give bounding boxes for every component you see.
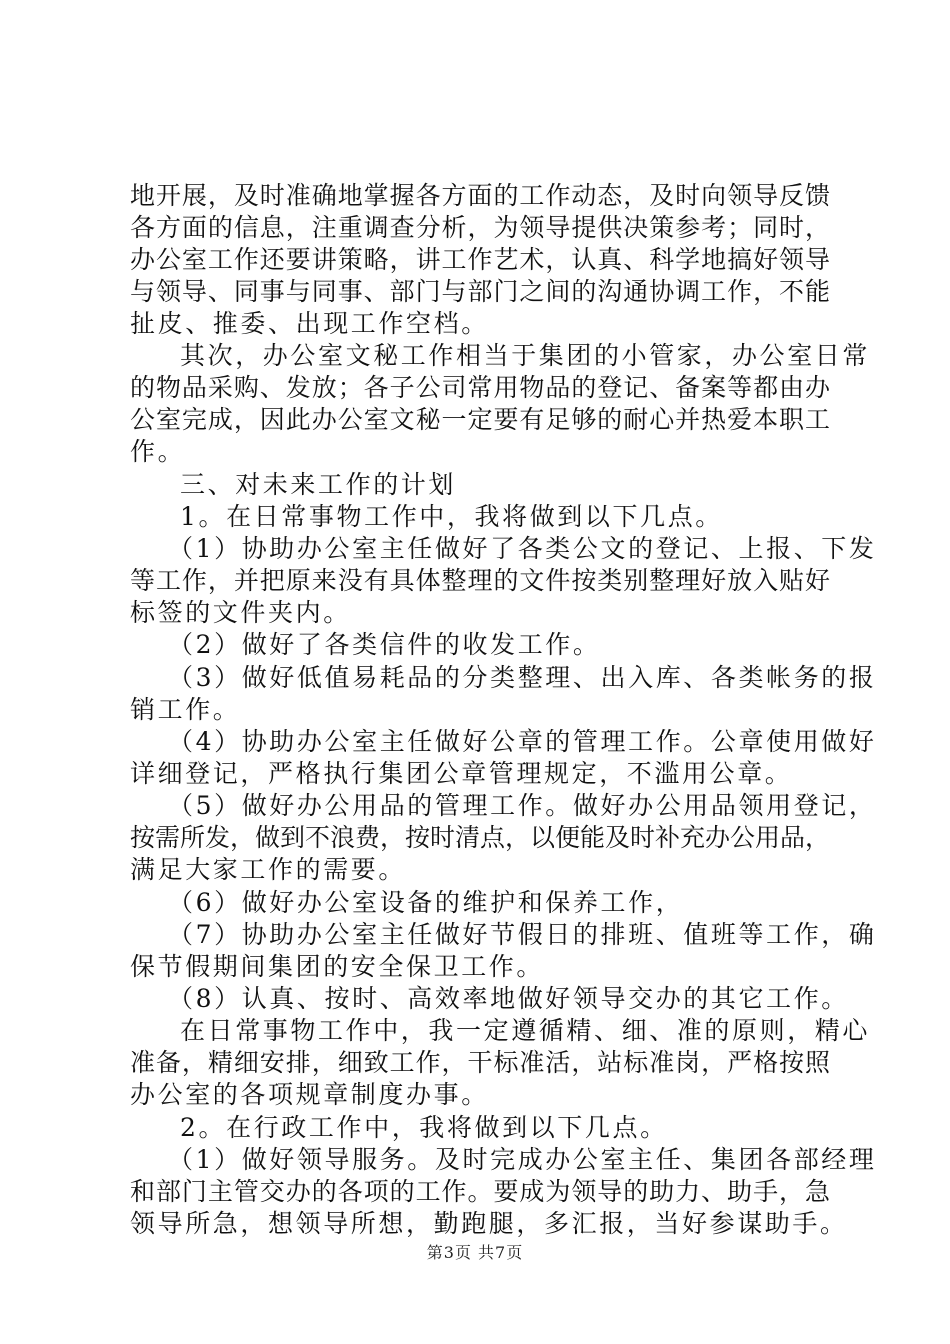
section-heading: 三、对未来工作的计划 — [180, 470, 457, 499]
text-line: 详细登记，严格执行集团公章管理规定，不滥用公章。 — [130, 759, 793, 788]
text-line: 的物品采购、发放；各子公司常用物品的登记、备案等都由办 — [130, 373, 830, 402]
list-item: （5）做好办公用品的管理工作。做好办公用品领用登记， — [168, 791, 877, 820]
list-item: （7）协助办公室主任做好节假日的排班、值班等工作，确 — [168, 920, 877, 949]
text-line: 地开展，及时准确地掌握各方面的工作动态，及时向领导反馈 — [130, 181, 830, 210]
text-line: 在日常事物工作中，我一定遵循精、细、准的原则，精心 — [180, 1016, 871, 1045]
text-line: 满足大家工作的需要。 — [130, 855, 407, 884]
text-line: 等工作，并把原来没有具体整理的文件按类别整理好放入贴好 — [130, 566, 830, 595]
list-item: （2）做好了各类信件的收发工作。 — [168, 630, 601, 659]
text-line: 其次，办公室文秘工作相当于集团的小管家，办公室日常 — [180, 341, 871, 370]
list-item: （1）做好领导服务。及时完成办公室主任、集团各部经理 — [168, 1145, 877, 1174]
text-line: 准备，精细安排，细致工作，干标准活，站标准岗，严格按照 — [130, 1048, 830, 1077]
text-line: 与领导、同事与同事、部门与部门之间的沟通协调工作，不能 — [130, 277, 830, 306]
list-item: （4）协助办公室主任做好公章的管理工作。公章使用做好 — [168, 727, 877, 756]
list-item: （1）协助办公室主任做好了各类公文的登记、上报、下发 — [168, 534, 877, 563]
text-line: 作。 — [130, 437, 186, 466]
text-line: 公室完成，因此办公室文秘一定要有足够的耐心并热爱本职工 — [130, 405, 830, 434]
text-line: 标签的文件夹内。 — [130, 598, 351, 627]
page-number: 第3页 共7页 — [426, 1243, 524, 1262]
text-line: 办公室工作还要讲策略，讲工作艺术，认真、科学地搞好领导 — [130, 245, 830, 274]
text-line: 领导所急，想领导所想，勤跑腿，多汇报，当好参谋助手。 — [130, 1209, 848, 1238]
list-item: （6）做好办公室设备的维护和保养工作， — [168, 888, 684, 917]
text-line: 办公室的各项规章制度办事。 — [130, 1080, 489, 1109]
text-line: 按需所发，做到不浪费，按时清点，以便能及时补充办公用品， — [130, 823, 831, 852]
text-line: 销工作。 — [130, 695, 241, 724]
subsection-heading: 2。在行政工作中，我将做到以下几点。 — [180, 1113, 668, 1142]
text-line: 保节假期间集团的安全保卫工作。 — [130, 952, 545, 981]
text-line: 和部门主管交办的各项的工作。要成为领导的助力、助手，急 — [130, 1177, 830, 1206]
subsection-heading: 1。在日常事物工作中，我将做到以下几点。 — [180, 502, 723, 531]
text-line: 扯皮、推委、出现工作空档。 — [130, 309, 489, 338]
list-item: （3）做好低值易耗品的分类整理、出入库、各类帐务的报 — [168, 663, 877, 692]
text-line: 各方面的信息，注重调查分析，为领导提供决策参考；同时， — [130, 213, 830, 242]
list-item: （8）认真、按时、高效率地做好领导交办的其它工作。 — [168, 984, 849, 1013]
